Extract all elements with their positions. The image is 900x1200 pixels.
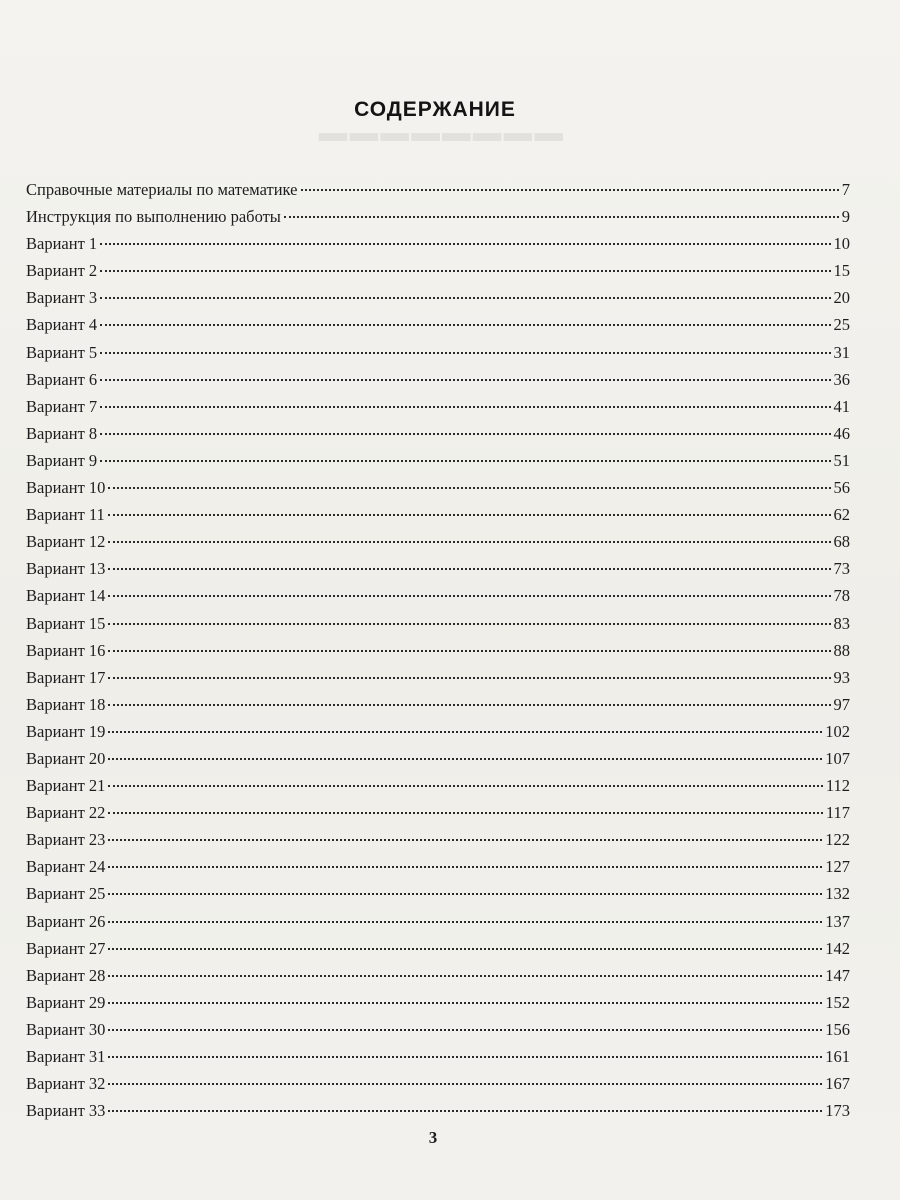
toc-entry (26, 799, 850, 826)
toc-entry-label: Вариант 26 (26, 911, 106, 931)
toc-entry (26, 880, 850, 907)
toc-entry-page: 46 (833, 423, 850, 443)
toc-entry-label: Вариант 16 (26, 640, 106, 660)
dot-leader (108, 731, 822, 733)
toc-entry-label: Вариант 32 (26, 1074, 106, 1094)
toc-entry-label: Вариант 33 (26, 1101, 106, 1121)
table-of-contents (26, 176, 850, 1124)
toc-entry-page: 88 (833, 640, 850, 660)
toc-entry-page: 102 (825, 721, 850, 741)
toc-entry-page: 51 (833, 450, 850, 470)
toc-entry (26, 1097, 850, 1124)
dot-leader (100, 352, 830, 354)
toc-entry-page: 9 (841, 207, 850, 227)
toc-entry-label: Вариант 3 (26, 288, 98, 308)
toc-entry-page: 142 (825, 938, 850, 958)
toc-entry-label: Вариант 21 (26, 776, 106, 796)
toc-entry-page: 25 (833, 315, 850, 335)
dot-leader (100, 406, 830, 408)
dot-leader (108, 677, 830, 679)
toc-entry-label: Вариант 17 (26, 667, 106, 687)
toc-entry-label: Вариант 27 (26, 938, 106, 958)
toc-entry (26, 772, 850, 799)
dot-leader (108, 1083, 822, 1085)
dot-leader (108, 487, 830, 489)
toc-entry-label: Вариант 8 (26, 423, 98, 443)
dot-leader (108, 595, 830, 597)
dot-leader (301, 189, 839, 191)
toc-entry (26, 393, 850, 420)
toc-entry-page: 112 (825, 776, 850, 796)
toc-entry-label: Вариант 23 (26, 830, 106, 850)
toc-entry (26, 284, 850, 311)
toc-entry-page: 36 (833, 369, 850, 389)
toc-entry-page: 7 (841, 180, 850, 199)
toc-entry-label: Вариант 19 (26, 721, 106, 741)
toc-entry-page: 132 (825, 884, 850, 904)
toc-entry (26, 1043, 850, 1070)
toc-entry (26, 691, 850, 718)
toc-entry-page: 83 (833, 613, 850, 633)
dot-leader (100, 324, 830, 326)
toc-entry-label: Вариант 20 (26, 748, 106, 768)
toc-entry-label: Вариант 4 (26, 315, 98, 335)
dot-leader (108, 893, 822, 895)
toc-entry-label: Вариант 28 (26, 965, 106, 985)
toc-entry (26, 230, 850, 257)
toc-entry-page: 93 (833, 667, 850, 687)
toc-entry-label: Вариант 14 (26, 586, 106, 606)
toc-entry-page: 122 (825, 830, 850, 850)
dot-leader (108, 785, 822, 787)
toc-entry (26, 501, 850, 528)
toc-entry-page: 41 (833, 396, 850, 416)
toc-entry-label: Вариант 2 (26, 261, 98, 281)
toc-entry (26, 420, 850, 447)
toc-entry-label: Вариант 25 (26, 884, 106, 904)
toc-entry (26, 989, 850, 1016)
toc-entry-page: 107 (825, 748, 850, 768)
toc-entry-page: 173 (825, 1101, 850, 1121)
toc-entry (26, 257, 850, 284)
toc-entry (26, 1070, 850, 1097)
toc-entry (26, 637, 850, 664)
dot-leader (108, 1002, 822, 1004)
dot-leader (100, 460, 830, 462)
dot-leader (100, 270, 830, 272)
page-number: 3 (428, 1128, 438, 1147)
toc-entry-page: 117 (825, 803, 850, 823)
toc-entry (26, 962, 850, 989)
dot-leader (284, 216, 839, 218)
toc-entry-page: 167 (825, 1074, 850, 1094)
toc-entry-page: 10 (833, 234, 850, 254)
dot-leader (108, 812, 822, 814)
toc-entry-label: Вариант 10 (26, 478, 106, 498)
dot-leader (108, 921, 822, 923)
toc-entry-label: Вариант 30 (26, 1019, 106, 1039)
toc-entry (26, 1016, 850, 1043)
toc-entry (26, 447, 850, 474)
toc-entry-label: Вариант 24 (26, 857, 106, 877)
toc-entry (26, 311, 850, 338)
toc-entry-page: 147 (825, 965, 850, 985)
toc-entry-label: Инструкция по выполнению работы (26, 207, 281, 227)
toc-entry-label: Вариант 1 (26, 234, 98, 254)
toc-entry-page: 161 (825, 1047, 850, 1066)
toc-entry (26, 826, 850, 853)
toc-entry-label: Вариант 7 (26, 396, 98, 416)
toc-entry-label: Вариант 22 (26, 803, 106, 823)
toc-entry (26, 528, 850, 555)
toc-entry (26, 664, 850, 691)
toc-entry (26, 908, 850, 935)
toc-entry-label: Вариант 15 (26, 613, 106, 633)
dot-leader (108, 975, 822, 977)
dot-leader (108, 948, 822, 950)
toc-entry (26, 366, 850, 393)
toc-entry-page: 15 (833, 261, 850, 281)
toc-entry-label: Вариант 5 (26, 342, 98, 362)
toc-entry-label: Вариант 6 (26, 369, 98, 389)
toc-entry (26, 176, 850, 203)
dot-leader (108, 1110, 822, 1112)
dot-leader (108, 758, 822, 760)
toc-entry-page: 20 (833, 288, 850, 308)
toc-entry (26, 935, 850, 962)
dot-leader (108, 1056, 822, 1058)
toc-entry (26, 718, 850, 745)
dot-leader (108, 514, 831, 516)
toc-entry-label: Вариант 9 (26, 450, 98, 470)
dot-leader (100, 379, 830, 381)
toc-entry-page: 152 (825, 992, 850, 1012)
toc-entry-label: Вариант 29 (26, 992, 106, 1012)
toc-entry (26, 745, 850, 772)
dot-leader (108, 623, 830, 625)
dot-leader (100, 297, 830, 299)
toc-entry-page: 97 (833, 694, 850, 714)
toc-entry-page: 127 (825, 857, 850, 877)
toc-entry-page: 68 (833, 532, 850, 552)
toc-entry-page: 73 (833, 559, 850, 579)
toc-entry-page: 62 (833, 505, 850, 525)
toc-entry (26, 339, 850, 366)
toc-entry (26, 610, 850, 637)
toc-entry-label: Справочные материалы по математике (26, 180, 298, 199)
dot-leader (108, 839, 822, 841)
dot-leader (108, 704, 830, 706)
toc-entry-page: 156 (825, 1019, 850, 1039)
toc-entry-page: 56 (833, 478, 850, 498)
toc-entry (26, 555, 850, 582)
dot-leader (108, 568, 830, 570)
dot-leader (108, 866, 822, 868)
toc-entry (26, 853, 850, 880)
toc-entry-page: 78 (833, 586, 850, 606)
toc-entry-label: Вариант 13 (26, 559, 106, 579)
toc-entry-label: Вариант 31 (26, 1047, 106, 1066)
page-title: СОДЕРЖАНИЕ (354, 98, 516, 122)
toc-entry-page: 31 (833, 342, 850, 362)
toc-entry-label: Вариант 12 (26, 532, 106, 552)
dot-leader (100, 433, 830, 435)
dot-leader (108, 1029, 822, 1031)
toc-entry (26, 582, 850, 609)
dot-leader (100, 243, 830, 245)
toc-entry (26, 203, 850, 230)
toc-entry-label: Вариант 11 (26, 505, 105, 525)
dot-leader (108, 650, 830, 652)
toc-entry-page: 137 (825, 911, 850, 931)
toc-entry (26, 474, 850, 501)
toc-entry-label: Вариант 18 (26, 694, 106, 714)
show-through-artifact: ▬▬▬▬▬▬▬▬ (318, 118, 566, 147)
dot-leader (108, 541, 830, 543)
